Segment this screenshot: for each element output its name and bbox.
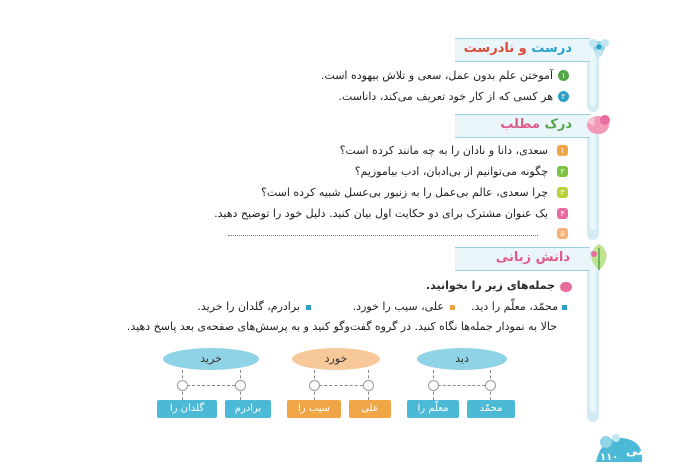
pink-bullet-icon — [560, 282, 572, 292]
language-title: دانش زبانی — [495, 250, 570, 265]
verb-ellipse-kharid: خرید — [163, 348, 259, 370]
true-false-item-2: هر کسی که از کار خود تعریف می‌کند، داناست. — [338, 90, 553, 103]
leaf-icon — [585, 242, 613, 272]
noun-box-ali: علی — [349, 400, 391, 418]
noun-box-mohammad: محمّد — [467, 400, 515, 418]
right-rail-bottom — [587, 250, 599, 422]
language-instruction: جمله‌های زیر را بخوانید. — [425, 279, 555, 292]
question-1: سعدی، دانا و نادان را به چه مانند کرده است؟ — [339, 144, 548, 157]
noun-box-moallem: معلّم را — [407, 400, 459, 418]
question-2: چگونه می‌توانیم از بی‌ادبان، ادب بیاموزیم؟ — [354, 165, 548, 178]
connector-dot — [428, 380, 439, 391]
connector-dot — [309, 380, 320, 391]
true-false-number-1: ۱ — [558, 70, 569, 81]
connector-dot — [363, 380, 374, 391]
diagram-prompt: حالا به نمودار جمله‌ها نگاه کنید. در گروه گفت‌وگو کنید و به پرسش‌های صفحه‌ی بعد پاسخ دهید. — [126, 320, 557, 333]
question-number-2: ۲ — [557, 166, 568, 177]
sentence-3: برادرم، گلدان را خرید. — [197, 300, 300, 313]
connector-dot — [177, 380, 188, 391]
connector — [314, 385, 368, 386]
understanding-title: درک مطلب — [500, 117, 572, 132]
sentence-marker-3 — [306, 305, 311, 310]
answer-dotted-line — [228, 235, 538, 236]
question-number-1: ۱ — [557, 145, 568, 156]
question-number-4: ۴ — [557, 208, 568, 219]
true-false-title: درست و نادرست — [463, 41, 572, 56]
question-number-3: ۳ — [557, 187, 568, 198]
page-number: ۱۱۰ — [600, 452, 619, 463]
sentence-marker-2 — [450, 305, 455, 310]
sentence-marker-1 — [562, 305, 567, 310]
connector — [182, 385, 240, 386]
connector — [433, 385, 490, 386]
noun-box-baradaram: برادرم — [225, 400, 271, 418]
question-number-5: ۵ — [557, 228, 568, 239]
question-3: چرا سعدی، عالم بی‌عمل را به زنبور بی‌عسل شبیه کرده است؟ — [260, 186, 548, 199]
true-false-number-2: ۲ — [558, 91, 569, 102]
verb-ellipse-did: دید — [417, 348, 507, 370]
brand-label: فارسی — [626, 444, 670, 458]
bird-icon — [583, 110, 613, 138]
connector-dot — [235, 380, 246, 391]
flower-icon — [586, 34, 612, 60]
true-false-item-1: آموختن علم بدون عمل، سعی و تلاش بیهوده است. — [320, 69, 553, 82]
noun-box-goldan: گلدان را — [157, 400, 217, 418]
verb-ellipse-khord: خورد — [292, 348, 380, 370]
question-4: یک عنوان مشترک برای دو حکایت اول بیان کنید. دلیل خود را توضیح دهید. — [214, 207, 548, 220]
noun-box-sib: سیب را — [287, 400, 341, 418]
right-rail-middle — [587, 122, 599, 240]
connector-dot — [485, 380, 496, 391]
sentence-2: علی، سیب را خورد. — [352, 300, 444, 313]
sentence-1: محمّد، معلّم را دید. — [471, 300, 558, 313]
